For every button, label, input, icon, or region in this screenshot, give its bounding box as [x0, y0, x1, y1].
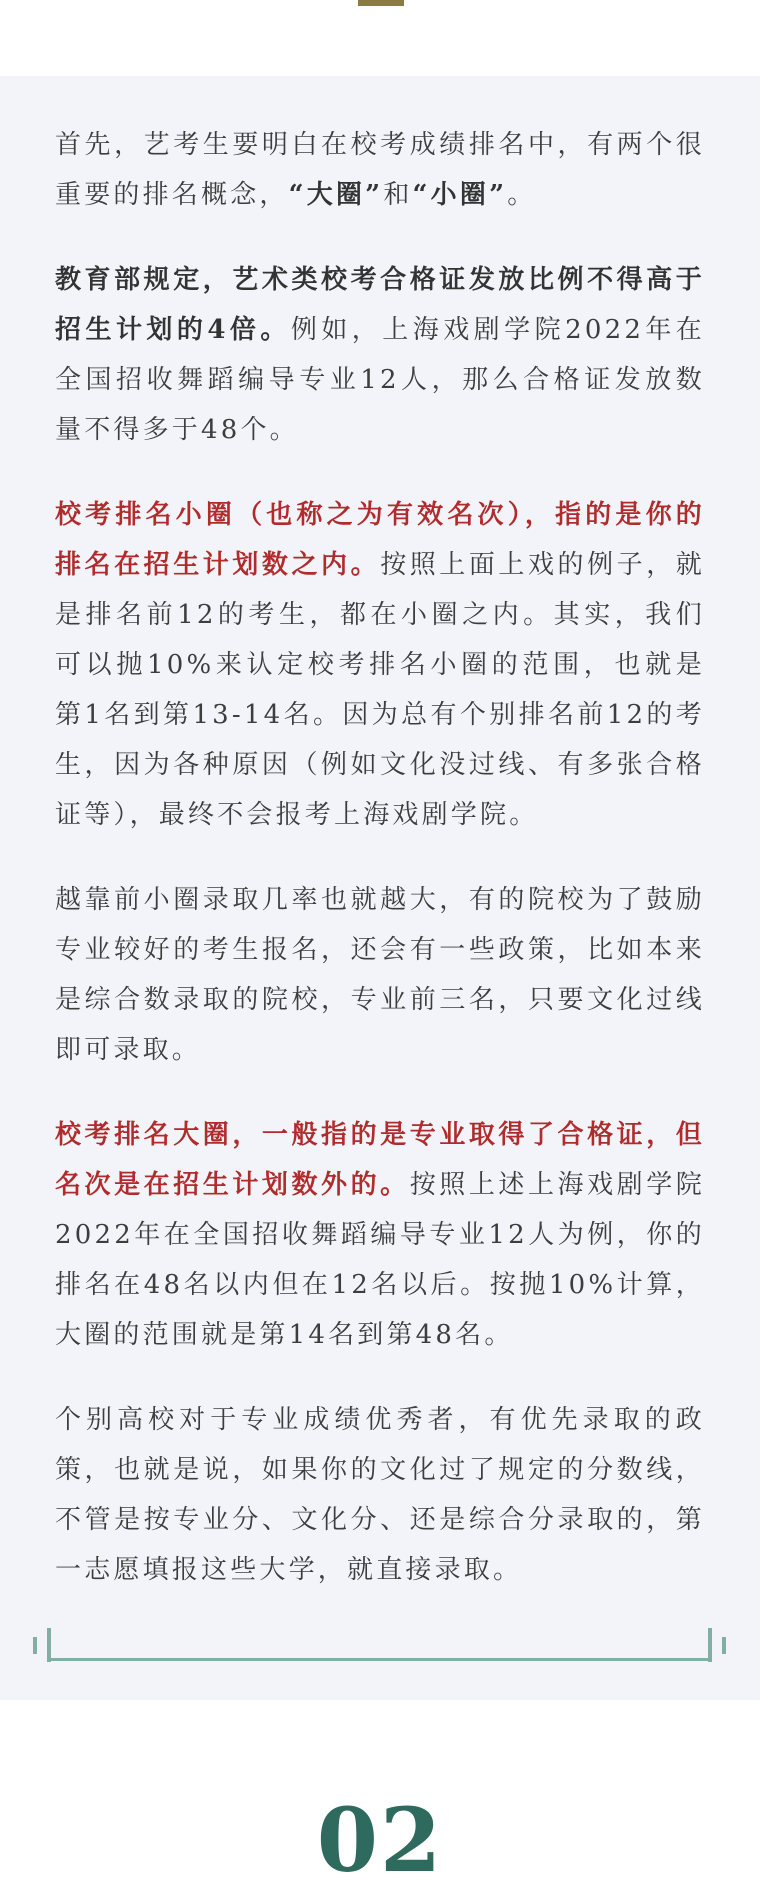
- paragraph-regulation: 教育部规定，艺术类校考合格证发放比例不得高于招生计划的4倍。例如，上海戏剧学院2022年在全国招收舞蹈编导专业12人，那么合格证发放数量不得多于48个。: [55, 265, 705, 445]
- frame-tick-left: [33, 1637, 37, 1654]
- regulation-highlight: 教育部规定，艺术类校考合格证发放比例不得高于招生计划的4倍。: [55, 265, 705, 345]
- top-accent-bar: [358, 0, 404, 6]
- term-big-circle: “大圈”: [288, 180, 384, 210]
- frame-baseline: [47, 1658, 712, 1661]
- paragraph-small-circle: 校考排名小圈（也称之为有效名次），指的是你的排名在招生计划数之内。按照上面上戏的例子，就是排名前12的考生，都在小圈之内。其实，我们可以抛10%来认定校考排名小圈的范围，也就是第1名到第13-14名。因为总有个别排名前12的考生，因为各种原因（例如文化没过线、有多张合格证等），最终不会报考上海戏剧学院。: [55, 500, 706, 830]
- article-content: [55, 120, 705, 1630]
- paragraph-intro: 首先，艺考生要明白在校考成绩排名中，有两个很重要的排名概念，“大圈”和“小圈”。: [55, 130, 705, 210]
- frame-tick-right: [722, 1637, 726, 1654]
- small-circle-highlight: 校考排名小圈（也称之为有效名次），指的是你的排名在招生计划数之内。: [55, 500, 705, 580]
- bottom-frame-ornament: [0, 1620, 760, 1680]
- paragraph-big-circle: 校考排名大圈，一般指的是专业取得了合格证，但名次是在招生计划数外的。按照上述上海戏剧学院2022年在全国招收舞蹈编导专业12人为例，你的排名在48名以内但在12名以后。按抛10%计算，大圈的范围就是第14名到第48名。: [55, 1120, 705, 1350]
- section-number: 02: [316, 1788, 444, 1892]
- frame-post-right: [708, 1628, 712, 1662]
- paragraph-priority-policy: 个别高校对于专业成绩优秀者，有优先录取的政策，也就是说，如果你的文化过了规定的分数线，不管是按专业分、文化分、还是综合分录取的，第一志愿填报这些大学，就直接录取。: [55, 1405, 705, 1585]
- frame-post-left: [47, 1628, 51, 1662]
- paragraph-admission-odds: 越靠前小圈录取几率也就越大，有的院校为了鼓励专业较好的考生报名，还会有一些政策，比如本来是综合数录取的院校，专业前三名，只要文化过线即可录取。: [55, 885, 705, 1065]
- big-circle-highlight: 校考排名大圈，一般指的是专业取得了合格证，但名次是在招生计划数外的。: [55, 1120, 705, 1200]
- term-small-circle: “小圈”: [412, 180, 508, 210]
